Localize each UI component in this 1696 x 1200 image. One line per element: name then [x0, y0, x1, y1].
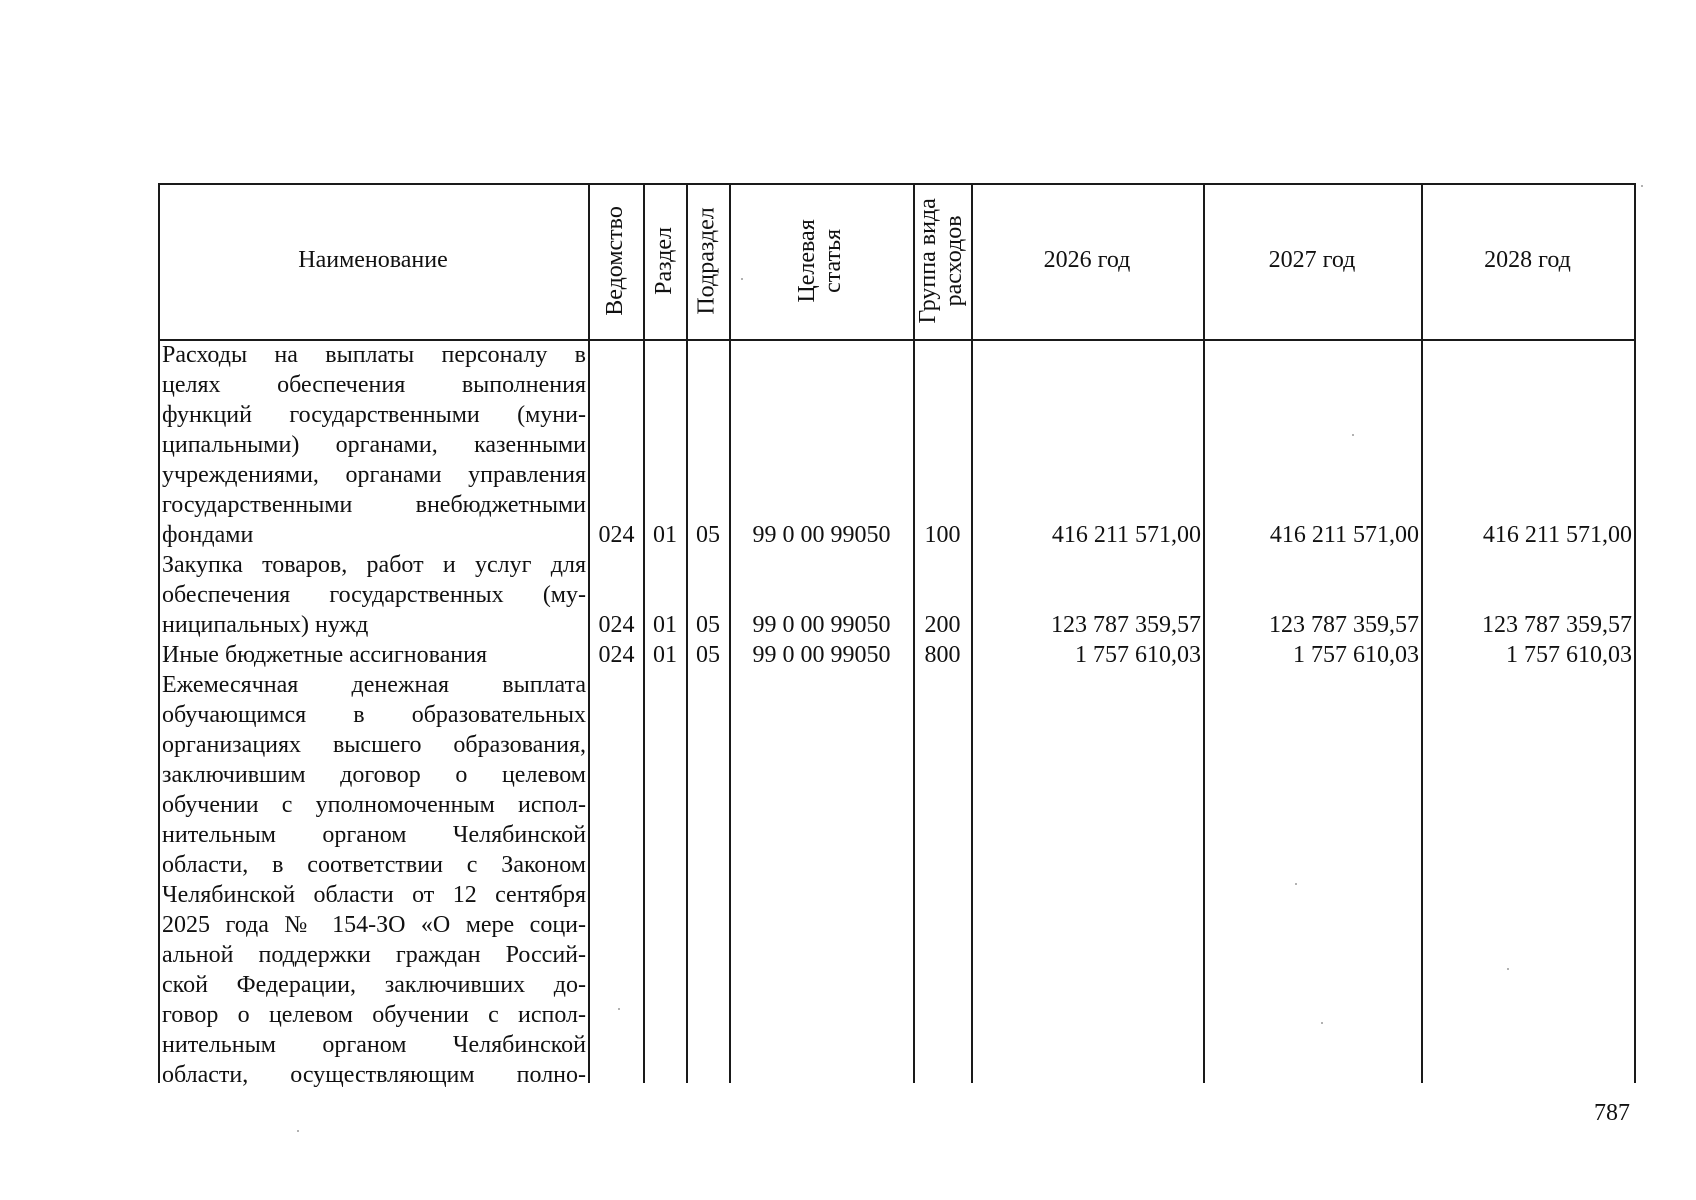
row-4-line: обучающимся в образовательных: [162, 702, 586, 728]
row-2-line: Закупка товаров, работ и услуг для: [162, 552, 586, 578]
row-1-year-2027: 416 211 571,00: [1269, 522, 1419, 548]
row-4-line: нительным органом Челябинской: [162, 1032, 586, 1058]
row-1-line: функций государственными (муни-: [162, 402, 586, 428]
row-3-vedomstvo: 024: [598, 642, 635, 668]
col-border-right: [1634, 183, 1636, 1083]
row-3-year-2026: 1 757 610,03: [1075, 642, 1201, 668]
row-3-year-2028: 1 757 610,03: [1506, 642, 1632, 668]
scan-speck: [618, 1008, 620, 1010]
row-1-vedomstvo: 024: [598, 522, 635, 548]
scan-speck: [1641, 185, 1643, 187]
header-celevaya-label: [795, 219, 847, 302]
row-4-line: заключившим договор о целевом: [162, 762, 586, 788]
header-gruppa-label: [916, 198, 968, 323]
scan-speck: [1295, 883, 1297, 885]
scan-speck: [741, 278, 743, 280]
row-1-gruppa: 100: [924, 522, 961, 548]
table-row-2-name: [162, 550, 586, 640]
header-celevaya-line1: Целевая: [794, 219, 821, 303]
row-2-line: обеспечения государственных (му-: [162, 582, 586, 608]
row-1-year-2028: 416 211 571,00: [1482, 522, 1632, 548]
row-1-line: государственными внебюджетными: [162, 492, 586, 518]
header-razdel-label: Раздел: [651, 227, 678, 295]
row-4-line: нительным органом Челябинской: [162, 822, 586, 848]
row-3-razdel: 01: [653, 642, 677, 668]
page-number: 787: [1594, 1100, 1630, 1126]
row-4-line: организациях высшего образования,: [162, 732, 586, 758]
row-1-line: целях обеспечения выполнения: [162, 372, 586, 398]
row-4-line: Челябинской области от 12 сентября: [162, 882, 586, 908]
row-3-year-2027: 1 757 610,03: [1293, 642, 1419, 668]
scan-speck: [1321, 1022, 1323, 1024]
header-celevaya-line2: статья: [820, 229, 847, 293]
row-2-podrazdel: 05: [696, 612, 720, 638]
budget-table: [158, 183, 1636, 1088]
row-3-podrazdel: 05: [696, 642, 720, 668]
row-2-celevaya: 99 0 00 99050: [752, 612, 891, 638]
row-2-year-2028: 123 787 359,57: [1482, 612, 1632, 638]
row-2-vedomstvo: 024: [598, 612, 635, 638]
row-4-line: ской Федерации, заключивших до-: [162, 972, 586, 998]
row-2-gruppa: 200: [924, 612, 961, 638]
row-4-line: альной поддержки граждан Россий-: [162, 942, 586, 968]
row-1-year-2026: 416 211 571,00: [1051, 522, 1201, 548]
row-4-line: говор о целевом обучении с испол-: [162, 1002, 586, 1028]
row-1-razdel: 01: [653, 522, 677, 548]
row-3-line: Иные бюджетные ассигнования: [162, 642, 487, 668]
header-year-2026: [971, 183, 1203, 339]
row-3-gruppa: 800: [924, 642, 961, 668]
scan-speck: [1352, 434, 1354, 436]
header-year-2026-label: 2026 год: [1043, 247, 1131, 274]
row-2-year-2026: 123 787 359,57: [1051, 612, 1201, 638]
header-year-2028-label: 2028 год: [1484, 247, 1571, 274]
table-row-1-name: [162, 340, 586, 550]
header-year-2027: [1203, 183, 1421, 339]
row-4-line: области, в соответствии с Законом: [162, 852, 586, 878]
row-1-line: ципальными) органами, казенными: [162, 432, 586, 458]
table-row-3-name: [162, 640, 586, 670]
header-gruppa-line2: расходов: [941, 215, 967, 307]
row-1-line: Расходы на выплаты персоналу в: [162, 342, 586, 368]
row-4-line: Ежемесячная денежная выплата: [162, 672, 586, 698]
row-2-razdel: 01: [653, 612, 677, 638]
header-podrazdel-label: Подраздел: [694, 207, 721, 315]
table-row-4-name: [162, 670, 586, 1090]
header-name: [158, 183, 588, 339]
row-1-celevaya: 99 0 00 99050: [752, 522, 891, 548]
row-3-celevaya: 99 0 00 99050: [752, 642, 891, 668]
row-1-line: учреждениями, органами управления: [162, 462, 586, 488]
header-year-2027-label: 2027 год: [1268, 247, 1356, 274]
header-gruppa-line1: Группа вида: [915, 198, 942, 324]
row-4-line: обучении с уполномоченным испол-: [162, 792, 586, 818]
row-1-podrazdel: 05: [696, 522, 720, 548]
row-1-line: фондами: [162, 522, 254, 548]
header-vedomstvo-label: Ведомство: [602, 206, 629, 316]
row-2-line: ниципальных) нужд: [162, 612, 369, 638]
header-name-label: Наименование: [298, 247, 448, 274]
row-4-line: 2025 года № 154-ЗО «О мере соци-: [162, 912, 586, 938]
scan-speck: [1507, 968, 1509, 970]
row-2-year-2027: 123 787 359,57: [1269, 612, 1419, 638]
row-4-line: области, осуществляющим полно-: [162, 1062, 586, 1088]
header-year-2028: [1421, 183, 1634, 339]
scan-speck: [297, 1130, 299, 1132]
